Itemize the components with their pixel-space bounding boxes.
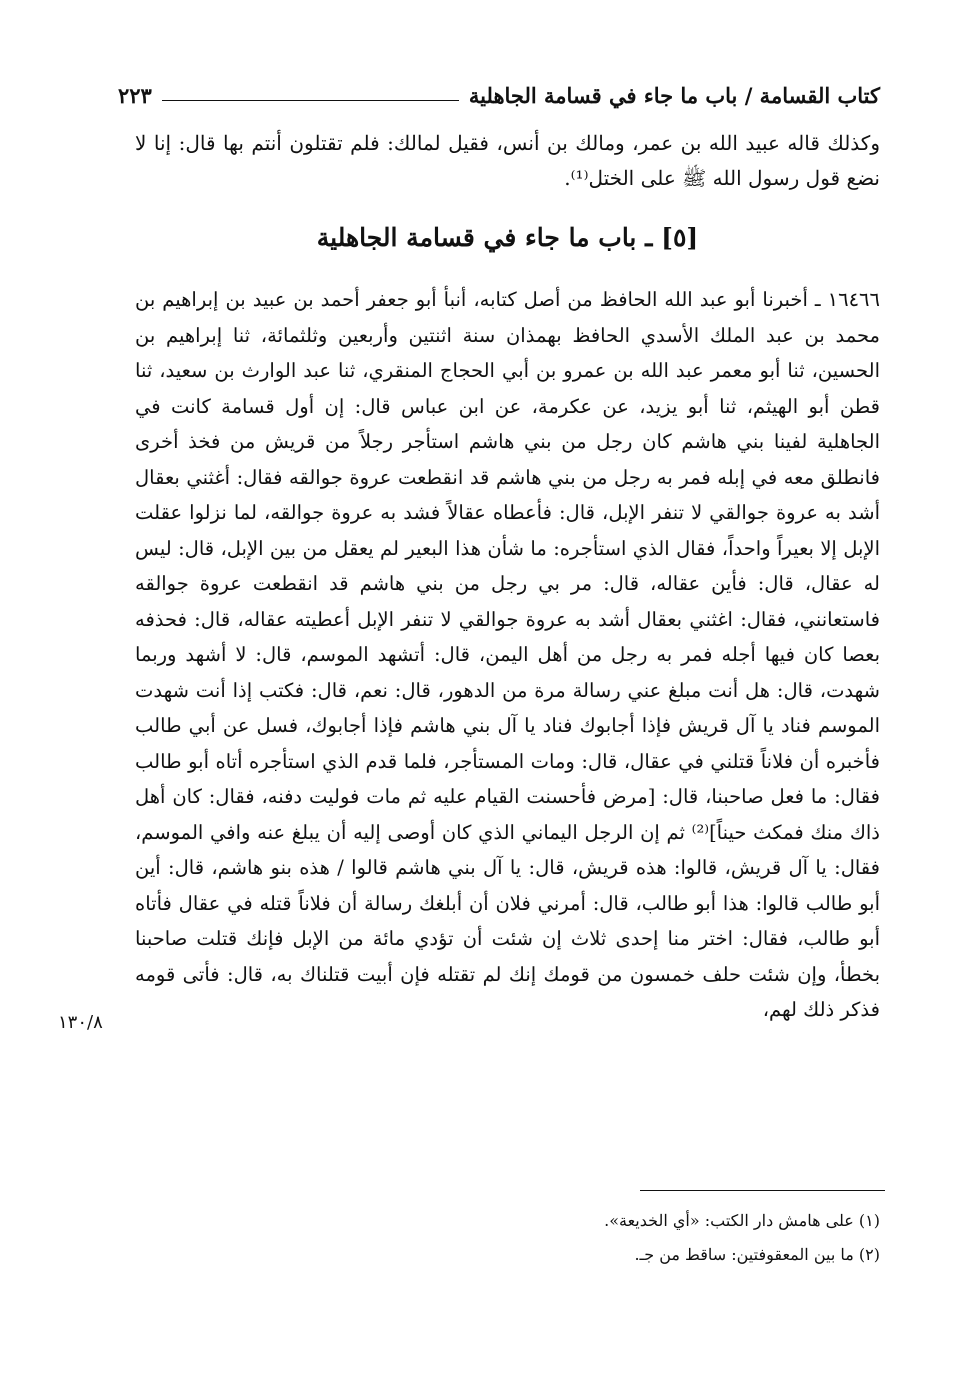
intro-paragraph: [135, 126, 880, 196]
section-heading: [٥] ـ باب ما جاء في قسامة الجاهلية: [316, 223, 699, 252]
main-text: ١٦٤٦٦ ـ أخبرنا أبو عبد الله الحافظ من أصل كتابه، أنبأ أبو جعفر أحمد بن عبيد بن إبراهيم بن محمد بن عبد الملك الأسدي الحافظ بهمذان سنة اثنتين وأربعين وثلثمائة، ثنا إبراهيم بن الحسين، ثنا أبو معمر عبد الله بن عمرو بن أبي الحجاج المنقري، ثنا عبد الوارث بن سعيد، ثنا قطن أبو الهيثم، ثنا أبو يزيد، عن عكرمة، عن ابن عباس قال: إن أول قسامة كانت في الجاهلية لفينا بني هاشم كان رجل من بني هاشم استأجر رجلاً من قريش من فخذ أخرى فانطلق معه في إبله فمر به رجل من بني هاشم قد انقطعت عروة جوالقه فقال: أغثني بعقال أشد به عروة جوالقي لا تنفر الإبل، قال: فأعطاه عقالاً فشد به عروة جوالقه، لما نزلوا عقلت الإبل إلا بعيراً واحداً، فقال الذي استأجره: ما شأن هذا البعير لم يعقل من بين الإبل، قال: ليس له عقال، قال: فأين عقاله، قال: مر بي رجل من بني هاشم قد انقطعت عروة جوالقه فاستعانني، فقال: اغثني بعقال أشد به عروة جوالقي لا تنفر الإبل أعطيته عقاله، قال: فحذفه بعصا كان فيها أجله فمر به رجل من أهل اليمن، قال: أتشهد الموسم، قال: لا أشهد وربما شهدت، قال: هل أنت مبلغ عني رسالة مرة من الدهور، قال: نعم، قال: فكتب إذا أنت شهدت الموسم فناد يا آل قريش فإذا أجابوك فناد يا آل بني هاشم فإذا أجابوك، فسل عن أبي طالب فأخبره أن فلاناً قتلني في عقال، قال: ومات المستأجر، فلما قدم الذي استأجره أتاه أبو طالب فقال: ما فعل صاحبنا، قال: [مرض فأحسنت القيام عليه ثم مات فوليت دفنه، فقال: كان أهل ذاك منك فمكث حيناً]⁽²⁾ ثم إن الرجل اليماني الذي كان أوصى إليه أن يبلغ عنه وافي الموسم، فقال: يا آل قريش، قالوا: هذه قريش، قال: يا آل بني هاشم قالوا / هذه بنو هاشم، قال: أين أبو طالب قالوا: هذا أبو طالب، قال: أمرني فلان أن أبلغك رسالة أن فلاناً قتله في عقال فأتاه أبو طالب، فقال: اختر منا إحدى ثلاث إن شئت أن تؤدي مائة من الإبل فإنك قتلت صاحبنا بخطأ، وإن شئت حلف خمسون من قومك إنك لم تقتله فإن أبيت قتلناك به، قال: فأتى قومه فذكر ذلك لهم،: [135, 288, 880, 1021]
header-rule: [162, 100, 459, 101]
page-header: [118, 74, 880, 108]
main-paragraph: [135, 282, 880, 1028]
footnote-1: (١) على هامش دار الكتب: «أي الخديعة».: [604, 1211, 880, 1230]
intro-text: وكذلك قاله عبيد الله بن عمر، ومالك بن أنس، فقيل لمالك: فلم تقتلون أنتم بها قال: إنا لا نضع قول رسول الله ﷺ على الختل⁽¹⁾.: [135, 131, 880, 190]
footnote-2: (٢) ما بين المعقوفتين: ساقط من جـ.: [634, 1245, 880, 1264]
running-title: كتاب القسامة / باب ما جاء في قسامة الجاهلية: [468, 83, 880, 108]
page-number: ٢٢٣: [118, 83, 152, 108]
footnote-separator: [640, 1190, 885, 1191]
footnotes: [135, 1204, 880, 1272]
margin-reference: ١٣٠/٨: [58, 1012, 103, 1033]
